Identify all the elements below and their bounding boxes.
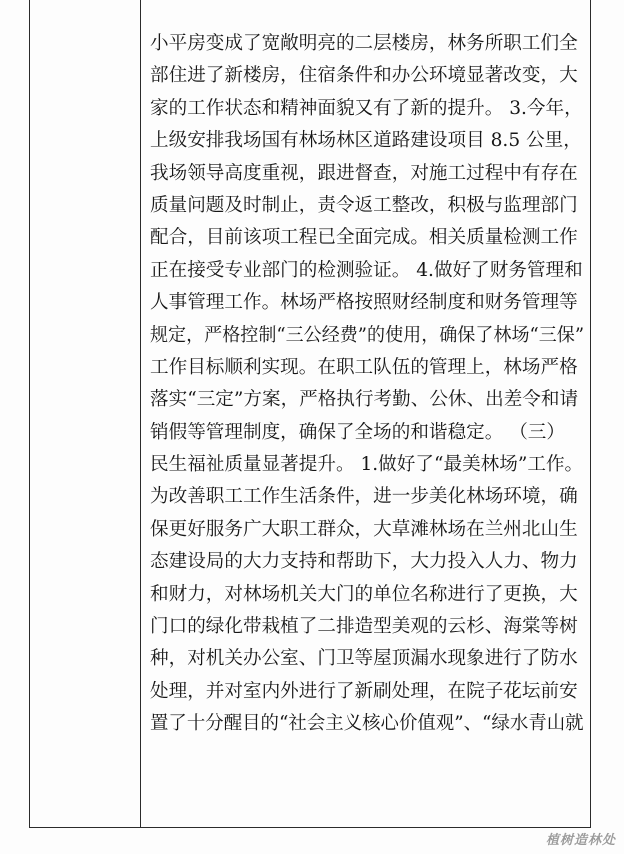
text-line: 小平房变成了宽敞明亮的二层楼房，林务所职工们全 xyxy=(150,33,578,54)
table-column-divider xyxy=(140,0,141,828)
text-line: 人事管理工作。林场严格按照财经制度和财务管理等 xyxy=(150,292,578,314)
text-line: 家的工作状态和精神面貌又有了新的提升。 3.今年， xyxy=(150,97,583,119)
body-paragraph xyxy=(150,28,584,741)
text-line: 落实“三定”方案，严格执行考勤、公休、出差令和请 xyxy=(150,389,579,411)
text-line: 工作目标顺利实现。在职工队伍的管理上，林场严格 xyxy=(150,356,578,378)
text-line: 销假等管理制度，确保了全场的和谐稳定。 （三） xyxy=(150,421,565,443)
text-line: 配合，目前该项工程已全面完成。相关质量检测工作 xyxy=(150,227,578,249)
text-line: 质量问题及时制止，责令返工整改，积极与监理部门 xyxy=(150,194,578,216)
department-stamp: 植树造林处 xyxy=(545,833,616,848)
table-bottom-border xyxy=(29,827,591,828)
text-line: 为改善职工工作生活条件，进一步美化林场环境，确 xyxy=(150,486,578,508)
text-line: 和财力，对林场机关大门的单位名称进行了更换，大 xyxy=(150,583,578,605)
text-line: 民生福祉质量显著提升。 1.做好了“最美林场”工作。 xyxy=(150,454,584,476)
table-right-border xyxy=(590,0,591,828)
text-line: 规定，严格控制“三公经费”的使用，确保了林场“三保” xyxy=(150,324,585,346)
text-line: 正在接受专业部门的检测验证。 4.做好了财务管理和 xyxy=(150,259,583,281)
text-line: 我场领导高度重视，跟进督查，对施工过程中有存在 xyxy=(150,162,578,184)
text-line: 置了十分醒目的“社会主义核心价值观”、“绿水青山就 xyxy=(150,713,584,735)
text-line: 门口的绿化带栽植了二排造型美观的云杉、海棠等树 xyxy=(150,616,578,638)
text-line: 种，对机关办公室、门卫等屋顶漏水现象进行了防水 xyxy=(150,648,578,670)
table-left-border xyxy=(29,0,30,828)
text-line: 上级安排我场国有林场林区道路建设项目 8.5 公里， xyxy=(150,130,582,152)
text-line: 处理，并对室内外进行了新刷处理，在院子花坛前安 xyxy=(150,680,578,702)
text-line: 保更好服务广大职工群众，大草滩林场在兰州北山生 xyxy=(150,518,578,540)
text-line: 态建设局的大力支持和帮助下，大力投入人力、物力 xyxy=(150,551,578,573)
text-line: 部住进了新楼房，住宿条件和办公环境显著改变，大 xyxy=(150,65,578,87)
